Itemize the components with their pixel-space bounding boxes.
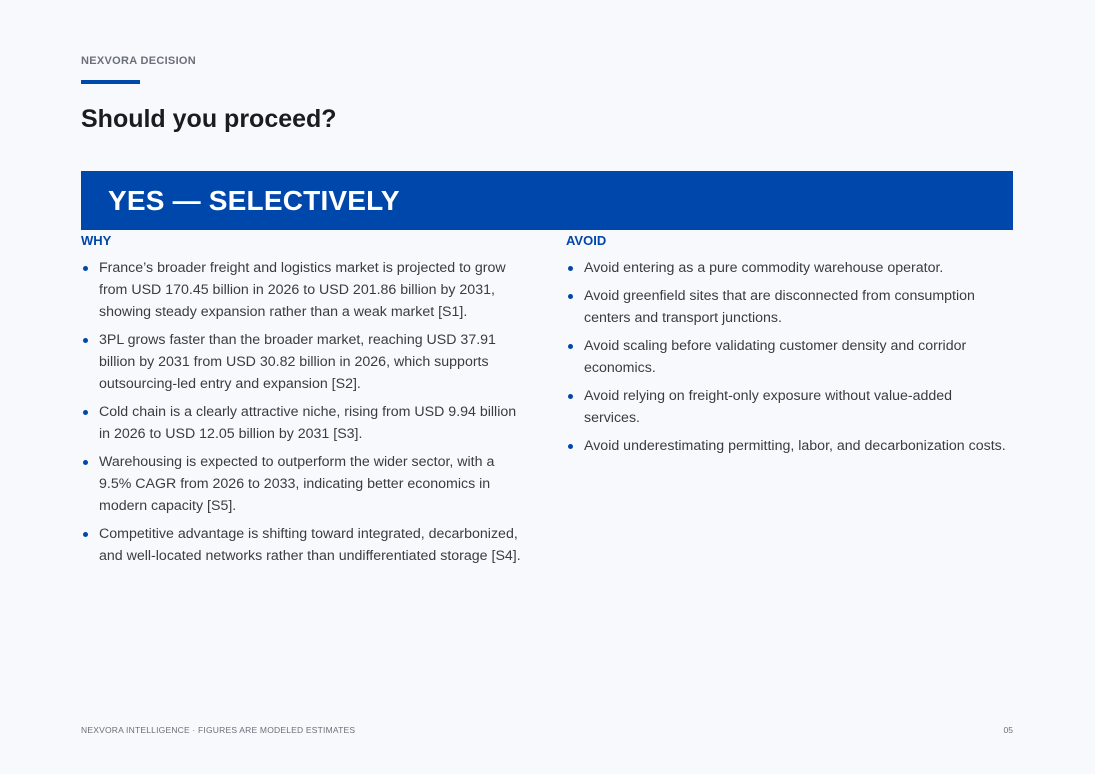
avoid-item: [566, 285, 1011, 329]
page-title: Should you proceed?: [81, 105, 337, 133]
why-list: [81, 257, 526, 567]
why-item-text: Cold chain is a clearly attractive niche, rising from USD 9.94 billion in 2026 to USD 12.05 billion by 2031 [S3].: [99, 404, 517, 442]
bullet-icon: [568, 344, 573, 349]
avoid-item: [566, 385, 1011, 429]
why-column: [81, 233, 526, 573]
verdict-label: YES — SELECTIVELY: [108, 184, 400, 216]
why-item: [81, 523, 526, 567]
why-item: [81, 451, 526, 517]
bullet-icon: [83, 532, 88, 537]
avoid-item-text: Avoid scaling before validating customer density and corridor economics.: [584, 338, 967, 376]
bullet-icon: [83, 410, 88, 415]
avoid-item: [566, 257, 1011, 279]
bullet-icon: [83, 266, 88, 271]
eyebrow-accent-bar: [81, 80, 140, 84]
page-number: 05: [1003, 725, 1013, 735]
avoid-list: [566, 257, 1011, 457]
bullet-icon: [568, 444, 573, 449]
why-item: [81, 257, 526, 323]
verdict-banner: [81, 171, 1013, 230]
avoid-item-text: Avoid greenfield sites that are disconnected from consumption centers and transport junctions.: [584, 288, 975, 326]
avoid-item: [566, 335, 1011, 379]
avoid-item-text: Avoid relying on freight-only exposure without value-added services.: [584, 388, 953, 426]
bullet-icon: [83, 460, 88, 465]
avoid-column: [566, 233, 1011, 463]
avoid-heading: AVOID: [566, 233, 607, 248]
avoid-item-text: Avoid entering as a pure commodity warehouse operator.: [584, 260, 944, 276]
why-item-text: Competitive advantage is shifting toward integrated, decarbonized, and well-located networks rather than undifferentiated storage [S4].: [99, 526, 521, 564]
eyebrow-label: NEXVORA DECISION: [81, 55, 197, 67]
why-heading: WHY: [81, 233, 112, 248]
why-item-text: Warehousing is expected to outperform the wider sector, with a 9.5% CAGR from 2026 to 2033, indicating better economics in modern capacity [S5].: [99, 454, 495, 514]
bullet-icon: [568, 266, 573, 271]
avoid-item-text: Avoid underestimating permitting, labor, and decarbonization costs.: [584, 438, 1006, 454]
avoid-item: [566, 435, 1011, 457]
why-item: [81, 329, 526, 395]
bullet-icon: [568, 294, 573, 299]
why-item: [81, 401, 526, 445]
why-item-text: France’s broader freight and logistics market is projected to grow from USD 170.45 billion in 2026 to USD 201.86 billion by 2031, showing steady expansion rather than a weak market [S1].: [99, 260, 506, 320]
bullet-icon: [83, 338, 88, 343]
why-item-text: 3PL grows faster than the broader market, reaching USD 37.91 billion by 2031 from USD 30.82 billion in 2026, which supports outsourcing-led entry and expansion [S2].: [99, 332, 496, 392]
footer-source: NEXVORA INTELLIGENCE · FIGURES ARE MODELED ESTIMATES: [81, 725, 356, 735]
bullet-icon: [568, 394, 573, 399]
